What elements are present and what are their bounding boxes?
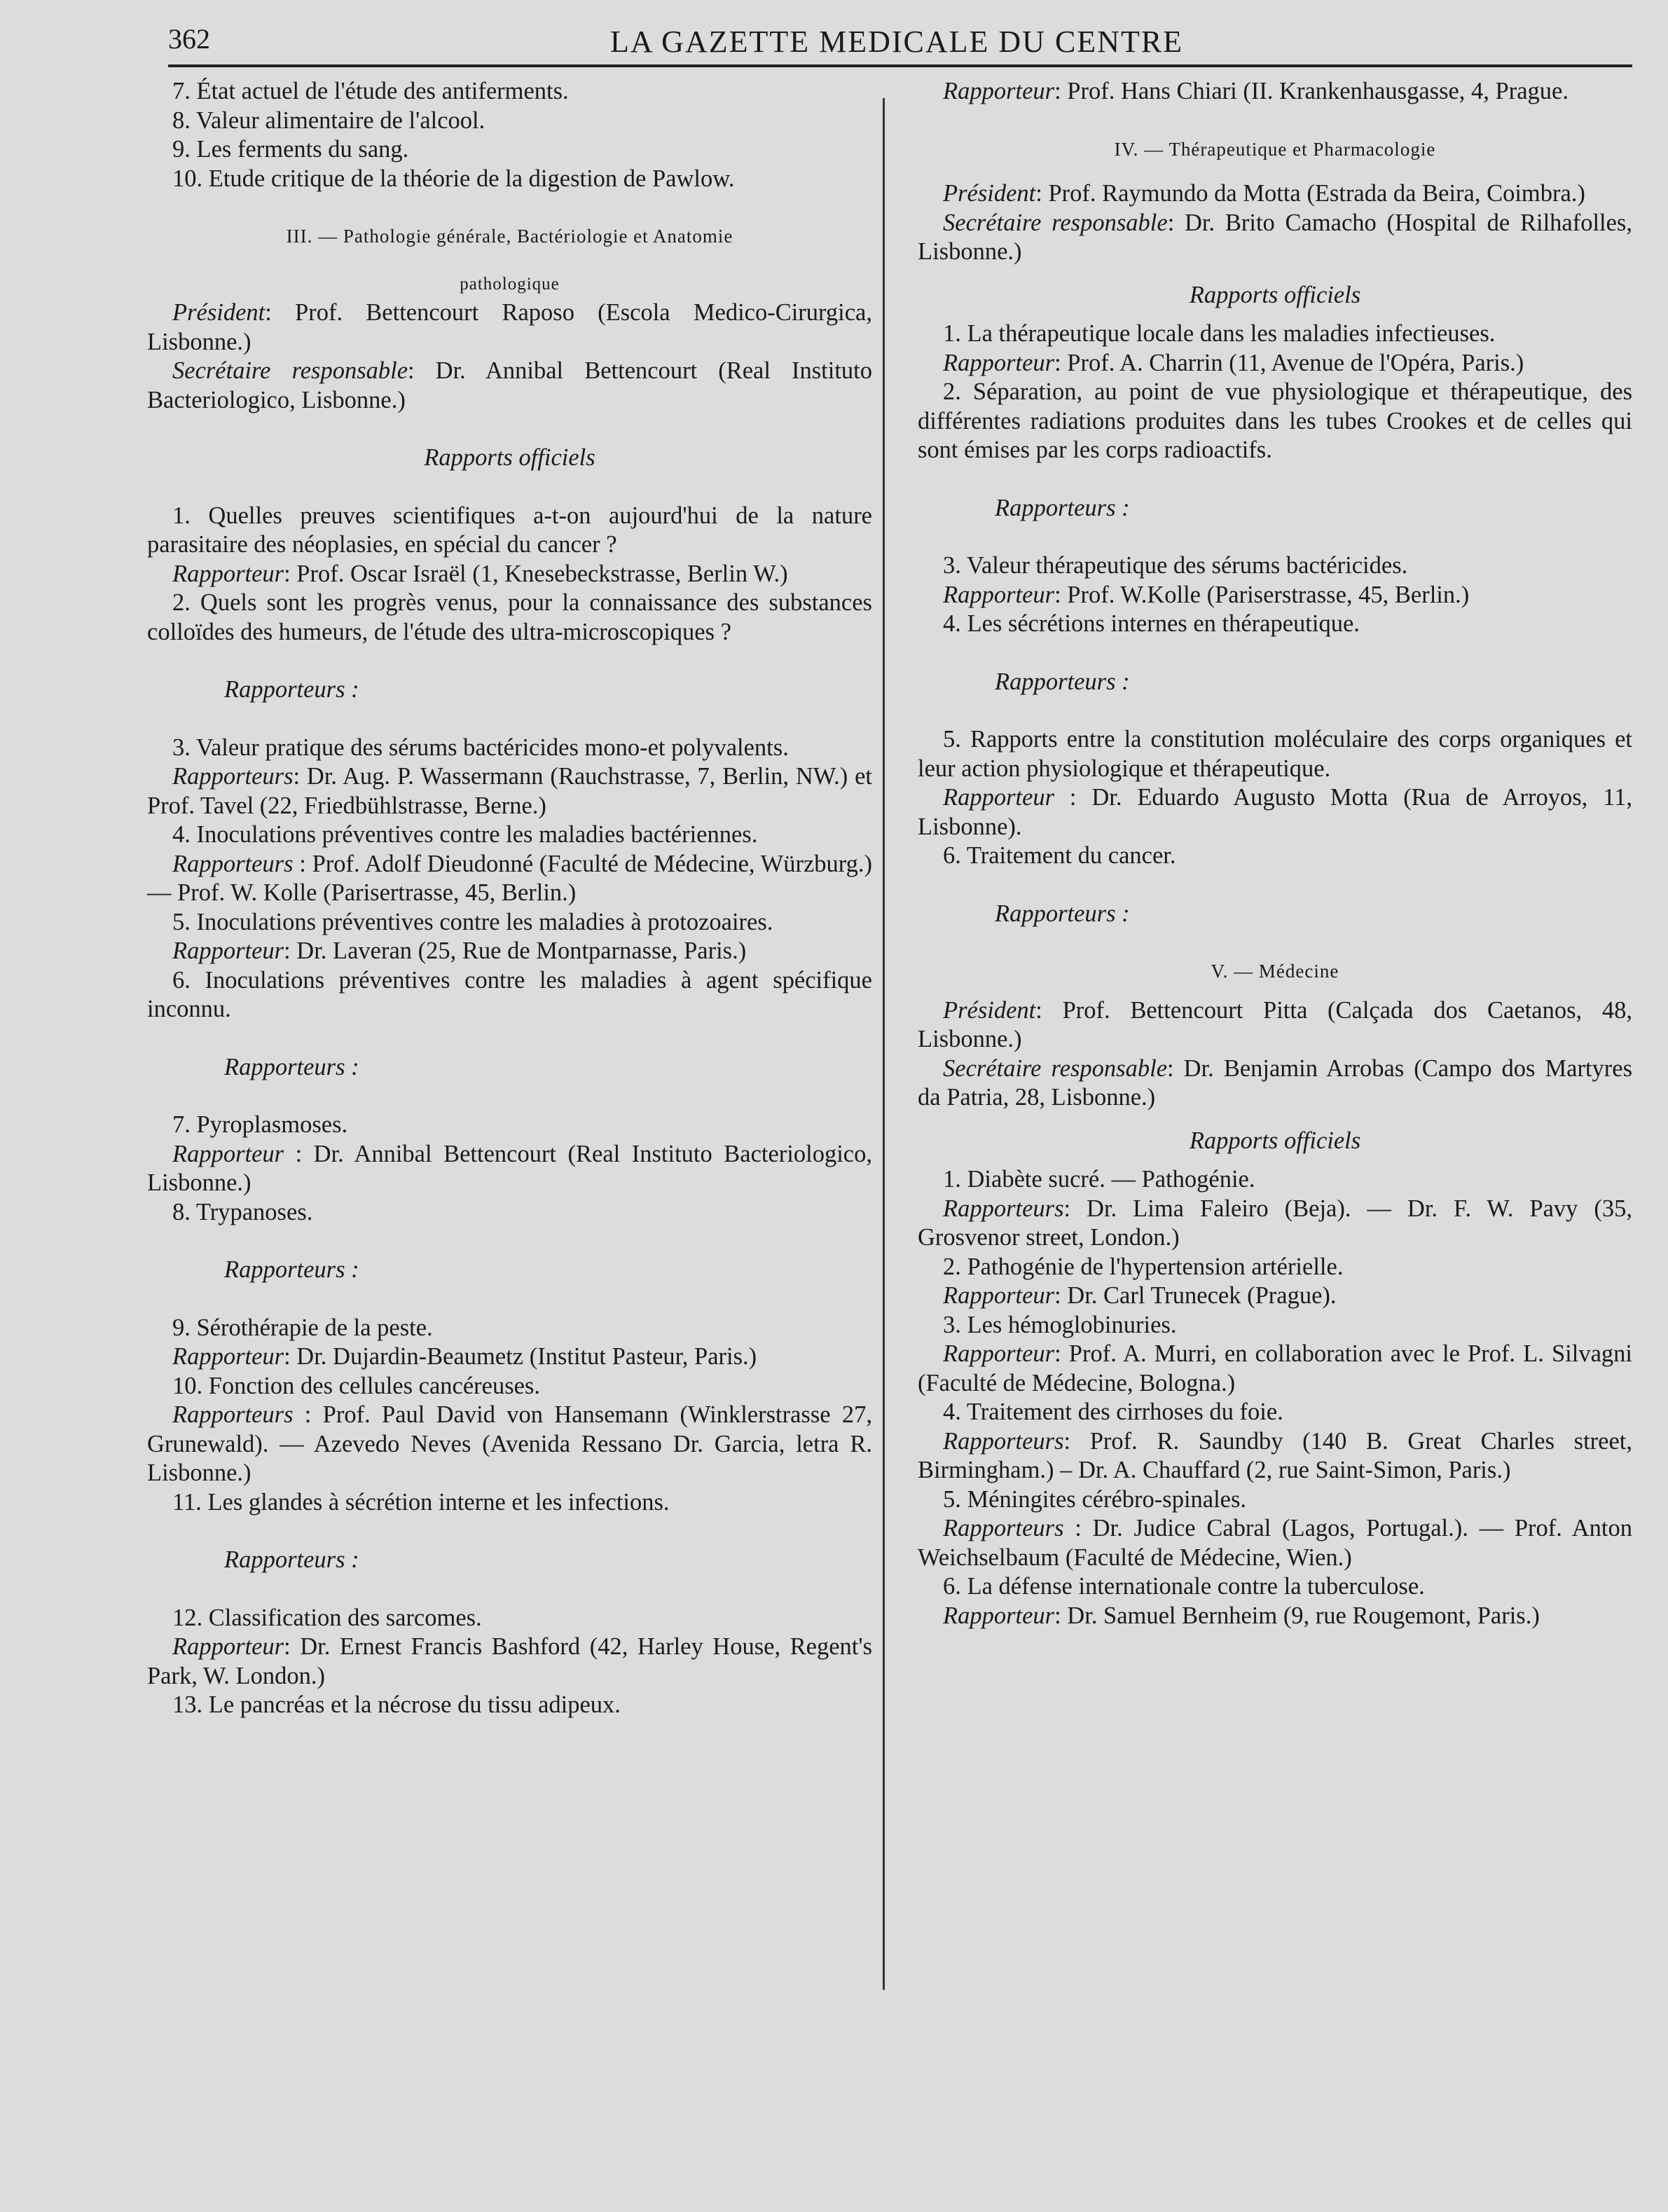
- section-heading: V. — Médecine: [1211, 961, 1339, 982]
- report-item: 1. Quelles preuves scientifiques a-t-on aujourd'hui de la nature parasitaire des néoplasies, en spécial du cancer ?: [147, 502, 872, 558]
- rapports-heading: Rapports officiels: [1189, 1127, 1361, 1154]
- running-header: [168, 15, 1625, 57]
- report-item: 5. Méningites cérébro-spinales.: [943, 1485, 1247, 1513]
- section-subheading: pathologique: [460, 274, 560, 294]
- report-item: 5. Rapports entre la constitution moléculaire des corps organiques et leur action physiologique et thérapeutique.: [918, 726, 1632, 782]
- report-item: 1. La thérapeutique locale dans les maladies infectieuses.: [943, 320, 1496, 347]
- rapporteur-line: Rapporteur: Dr. Carl Trunecek (Prague).: [943, 1282, 1337, 1309]
- report-item: 6. Traitement du cancer.: [943, 842, 1176, 869]
- report-item: 4. Inoculations préventives contre les maladies bactériennes.: [172, 821, 758, 848]
- rapporteur-line: Rapporteurs : Prof. Paul David von Hansemann (Winklerstrasse 27, Grunewald). — Azevedo Neves (Avenida Ressano Dr. Garcia, letra R. Lisbonne.): [147, 1401, 872, 1486]
- report-item: 7. Pyroplasmoses.: [172, 1111, 348, 1138]
- report-item: 1. Diabète sucré. — Pathogénie.: [943, 1166, 1255, 1193]
- rapporteur-line: Rapporteur: Prof. Oscar Israël (1, Knesebeckstrasse, Berlin W.): [172, 560, 788, 587]
- rapporteur-line: Rapporteur: Prof. A. Murri, en collaboration avec le Prof. L. Silvagni (Faculté de Médecine, Bologna.): [918, 1340, 1632, 1396]
- section-heading: IV. — Thérapeutique et Pharmacologie: [1114, 138, 1436, 160]
- item: 10. Etude critique de la théorie de la digestion de Pawlow.: [172, 165, 735, 192]
- rapporteurs-label: Rapporteurs :: [995, 900, 1130, 927]
- rapporteurs-label: Rapporteurs :: [224, 676, 359, 703]
- column-divider: [883, 98, 885, 1990]
- report-item: 8. Trypanoses.: [172, 1198, 313, 1225]
- report-item: 3. Les hémoglobinuries.: [943, 1311, 1177, 1338]
- president-line: Président: Prof. Bettencourt Pitta (Calçada dos Caetanos, 48, Lisbonne.): [918, 996, 1632, 1052]
- rapporteur-line: Rapporteurs : Prof. Adolf Dieudonné (Faculté de Médecine, Würzburg.) — Prof. W. Kolle (Parisertrasse, 45, Berlin.): [147, 850, 872, 906]
- rapporteur-line: Rapporteur: Dr. Dujardin-Beaumetz (Institut Pasteur, Paris.): [172, 1343, 757, 1370]
- report-item: 2. Séparation, au point de vue physiologique et thérapeutique, des différentes radiations produites dans les tubes Crookes et de celles qui sont émises par les corps radioactifs.: [918, 378, 1632, 463]
- item: 8. Valeur alimentaire de l'alcool.: [172, 107, 485, 134]
- report-item: 4. Les sécrétions internes en thérapeutique.: [943, 610, 1360, 637]
- rapporteur-line: Rapporteur : Dr. Annibal Bettencourt (Real Instituto Bacteriologico, Lisbonne.): [147, 1140, 872, 1196]
- president-line: Président: Prof. Raymundo da Motta (Estrada da Beira, Coimbra.): [943, 180, 1585, 207]
- rapporteur-line: Rapporteur: Prof. A. Charrin (11, Avenue de l'Opéra, Paris.): [943, 349, 1524, 376]
- report-item: 3. Valeur pratique des sérums bactéricides mono-et polyvalents.: [172, 734, 789, 761]
- report-item: 11. Les glandes à sécrétion interne et les infections.: [172, 1488, 670, 1516]
- rapporteur-line: Rapporteurs : Dr. Judice Cabral (Lagos, Portugal.). — Prof. Anton Weichselbaum (Faculté de Médecine, Wien.): [918, 1515, 1632, 1571]
- rapporteur-line: Rapporteur: Dr. Ernest Francis Bashford (42, Harley House, Regent's Park, W. London.): [147, 1633, 872, 1689]
- section-heading: III. — Pathologie générale, Bactériologie et Anatomie: [286, 226, 733, 247]
- secretary-line: Secrétaire responsable: Dr. Benjamin Arrobas (Campo dos Martyres da Patria, 28, Lisbonne.): [918, 1055, 1633, 1111]
- rapporteur-line: Rapporteurs: Dr. Aug. P. Wassermann (Rauchstrasse, 7, Berlin, NW.) et Prof. Tavel (22, Friedbühlstrasse, Berne.): [147, 763, 872, 819]
- rapporteurs-label: Rapporteurs :: [995, 494, 1130, 521]
- item: 9. Les ferments du sang.: [172, 136, 409, 163]
- item: 7. État actuel de l'étude des antiferments.: [172, 78, 569, 104]
- rapporteurs-label: Rapporteurs :: [224, 1256, 359, 1283]
- rapporteur-line: Rapporteur: Dr. Samuel Bernheim (9, rue Rougemont, Paris.): [943, 1602, 1540, 1629]
- report-item: 5. Inoculations préventives contre les maladies à protozoaires.: [172, 908, 773, 935]
- report-item: 9. Sérothérapie de la peste.: [172, 1314, 433, 1341]
- report-item: 13. Le pancréas et la nécrose du tissu adipeux.: [172, 1691, 621, 1718]
- rapports-heading: Rapports officiels: [424, 444, 595, 471]
- report-item: 2. Quels sont les progrès venus, pour la connaissance des substances colloïdes des humeurs, de l'étude des ultra-microscopiques ?: [147, 589, 872, 645]
- rapporteur-line: Rapporteur: Dr. Laveran (25, Rue de Montparnasse, Paris.): [172, 937, 747, 964]
- rapporteurs-label: Rapporteurs :: [995, 668, 1130, 695]
- left-column: [147, 77, 872, 1720]
- rapporteur-line: Rapporteur: Prof. W.Kolle (Pariserstrasse, 45, Berlin.): [943, 581, 1470, 608]
- report-item: 6. Inoculations préventives contre les maladies à agent spécifique inconnu.: [147, 966, 872, 1022]
- secretary-line: Secrétaire responsable: Dr. Brito Camacho (Hospital de Rilhafolles, Lisbonne.): [918, 209, 1632, 265]
- president-line: Président: Prof. Bettencourt Raposo (Escola Medico-Cirurgica, Lisbonne.): [147, 299, 872, 355]
- rapporteur-line: Rapporteur : Dr. Eduardo Augusto Motta (Rua de Arroyos, 11, Lisbonne).: [918, 784, 1632, 840]
- report-item: 6. La défense internationale contre la tuberculose.: [943, 1573, 1425, 1600]
- report-item: 3. Valeur thérapeutique des sérums bactéricides.: [943, 552, 1408, 579]
- rapporteurs-label: Rapporteurs :: [224, 1053, 359, 1080]
- journal-title: LA GAZETTE MEDICALE DU CENTRE: [609, 25, 1184, 59]
- secretary-line: Secrétaire responsable: Dr. Annibal Bettencourt (Real Instituto Bacteriologico, Lisbonne.): [147, 357, 872, 413]
- rapporteur-line: Rapporteurs: Prof. R. Saundby (140 B. Great Charles street, Birmingham.) – Dr. A. Chauffard (2, rue Saint-Simon, Paris.): [918, 1427, 1632, 1483]
- report-item: 2. Pathogénie de l'hypertension artérielle.: [943, 1253, 1344, 1280]
- report-item: 10. Fonction des cellules cancéreuses.: [172, 1372, 540, 1399]
- rapporteur-line: Rapporteurs: Dr. Lima Faleiro (Beja). — Dr. F. W. Pavy (35, Grosvenor street, London.): [918, 1195, 1632, 1251]
- report-item: 4. Traitement des cirrhoses du foie.: [943, 1399, 1283, 1425]
- rapporteur-line: Rapporteur: Prof. Hans Chiari (II. Krankenhausgasse, 4, Prague.: [943, 78, 1569, 104]
- header-rule: [168, 64, 1632, 67]
- rapports-heading: Rapports officiels: [1189, 281, 1361, 308]
- right-column: [918, 77, 1632, 1630]
- page-number: 362: [168, 23, 210, 55]
- rapporteurs-label: Rapporteurs :: [224, 1546, 359, 1573]
- report-item: 12. Classification des sarcomes.: [172, 1604, 482, 1631]
